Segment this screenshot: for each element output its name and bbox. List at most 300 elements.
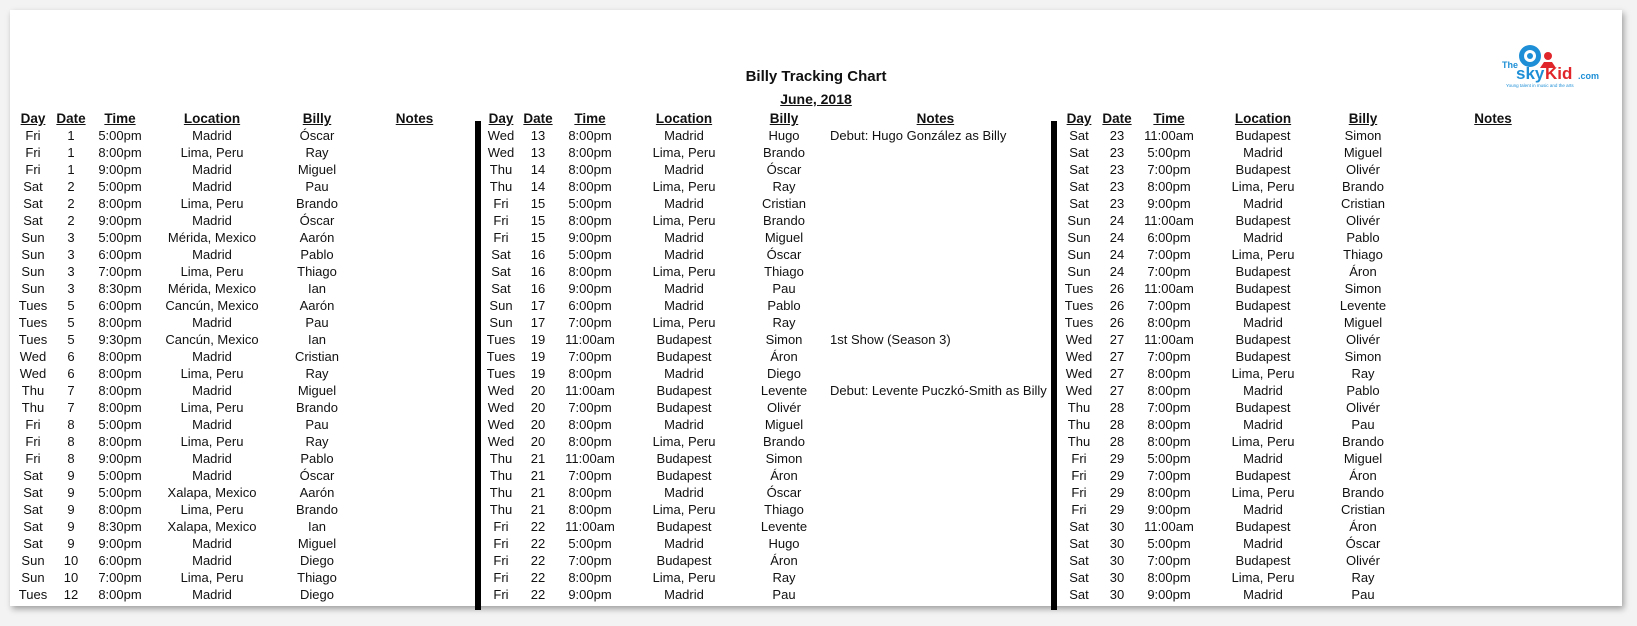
day-cell: Sat (491, 281, 511, 296)
location-cell: Mérida, Mexico (167, 281, 257, 296)
notes-cell (1403, 501, 1583, 518)
time-cell: 8:00pm (98, 502, 142, 517)
time-cell: 7:00pm (568, 349, 612, 364)
billy-cell: Cristian (1340, 502, 1386, 517)
billy-cell: Thiago (297, 264, 337, 279)
day-cell: Sun (1067, 213, 1091, 228)
date-cell: 15 (530, 213, 546, 228)
day-cell: Fri (493, 587, 509, 602)
day-cell: Sat (1069, 553, 1089, 568)
header-time: Time (574, 111, 606, 126)
billy-cell: Simon (765, 332, 803, 347)
table-row (1059, 501, 1583, 518)
notes-cell (824, 280, 1047, 297)
notes-cell (824, 450, 1047, 467)
date-cell: 13 (530, 128, 546, 143)
time-cell: 8:00pm (98, 383, 142, 398)
notes-cell (1403, 382, 1583, 399)
billy-cell: Áron (770, 468, 798, 483)
time-cell: 5:00pm (98, 468, 142, 483)
schedule-block-3 (1059, 110, 1583, 603)
time-cell: 8:00pm (568, 502, 612, 517)
location-cell: Madrid (192, 179, 232, 194)
date-cell: 3 (67, 281, 75, 296)
notes-cell (824, 212, 1047, 229)
day-cell: Wed (487, 434, 515, 449)
day-cell: Wed (487, 383, 515, 398)
notes-cell (1403, 229, 1583, 246)
location-cell: Madrid (192, 417, 232, 432)
location-cell: Madrid (192, 128, 232, 143)
location-cell: Budapest (1235, 281, 1291, 296)
notes-cell (824, 229, 1047, 246)
logo-the: The (1502, 60, 1519, 70)
table-row (1059, 195, 1583, 212)
billy-cell: Miguel (297, 162, 337, 177)
location-cell: Madrid (1243, 536, 1283, 551)
day-cell: Fri (25, 451, 41, 466)
header-day: Day (1066, 111, 1092, 126)
location-cell: Xalapa, Mexico (167, 519, 257, 534)
day-cell: Thu (1067, 434, 1091, 449)
location-cell: Madrid (1243, 417, 1283, 432)
billy-cell: Levente (760, 519, 808, 534)
header-row (12, 110, 467, 127)
location-cell: Lima, Peru (1231, 179, 1295, 194)
day-cell: Wed (1065, 349, 1093, 364)
location-cell: Madrid (1243, 451, 1283, 466)
location-cell: Budapest (656, 383, 712, 398)
location-cell: Madrid (192, 162, 232, 177)
billy-cell: Óscar (766, 162, 802, 177)
location-cell: Budapest (656, 468, 712, 483)
day-cell: Sat (1069, 587, 1089, 602)
billy-cell: Olivér (767, 400, 801, 415)
notes-cell (362, 416, 467, 433)
billy-cell: Ian (307, 519, 327, 534)
time-cell: 5:00pm (568, 247, 612, 262)
time-cell: 11:00am (565, 383, 615, 398)
spreadsheet-page (10, 10, 1622, 606)
day-cell: Fri (1071, 451, 1087, 466)
time-cell: 7:00pm (568, 553, 612, 568)
location-cell: Budapest (656, 553, 712, 568)
theskykid-logo (1500, 36, 1610, 106)
billy-cell: Aarón (299, 485, 335, 500)
day-cell: Sat (1069, 196, 1089, 211)
date-cell: 8 (67, 417, 75, 432)
billy-cell: Hugo (768, 536, 800, 551)
billy-cell: Ray (305, 434, 329, 449)
time-cell: 11:00am (1144, 213, 1194, 228)
location-cell: Cancún, Mexico (165, 332, 259, 347)
notes-cell (362, 314, 467, 331)
billy-cell: Ian (307, 281, 327, 296)
time-cell: 8:00pm (98, 366, 142, 381)
day-cell: Sat (23, 519, 43, 534)
day-cell: Sun (21, 230, 45, 245)
location-cell: Lima, Peru (1231, 247, 1295, 262)
day-cell: Tues (1064, 281, 1094, 296)
date-cell: 2 (67, 179, 75, 194)
notes-cell (362, 535, 467, 552)
day-cell: Thu (21, 383, 45, 398)
day-cell: Wed (487, 417, 515, 432)
table-row (482, 416, 1047, 433)
location-cell: Madrid (664, 485, 704, 500)
billy-cell: Áron (1349, 264, 1377, 279)
table-row (1059, 450, 1583, 467)
billy-cell: Miguel (764, 417, 804, 432)
date-cell: 6 (67, 349, 75, 364)
notes-cell (1403, 127, 1583, 144)
time-cell: 5:00pm (568, 196, 612, 211)
date-cell: 1 (67, 145, 75, 160)
notes-cell: Debut: Hugo González as Billy (830, 128, 1007, 143)
table-row (1059, 212, 1583, 229)
date-cell: 29 (1109, 468, 1125, 483)
time-cell: 11:00am (1144, 128, 1194, 143)
header-row (1059, 110, 1583, 127)
notes-cell (1403, 144, 1583, 161)
day-cell: Thu (489, 179, 513, 194)
date-cell: 24 (1109, 230, 1125, 245)
time-cell: 7:00pm (1147, 468, 1191, 483)
location-cell: Madrid (1243, 502, 1283, 517)
day-cell: Fri (1071, 468, 1087, 483)
time-cell: 5:00pm (98, 417, 142, 432)
location-cell: Cancún, Mexico (165, 298, 259, 313)
time-cell: 8:00pm (568, 128, 612, 143)
notes-cell (362, 552, 467, 569)
time-cell: 8:00pm (98, 400, 142, 415)
time-cell: 5:00pm (98, 128, 142, 143)
billy-cell: Brando (296, 400, 338, 415)
billy-cell: Pau (305, 179, 329, 194)
table-row (12, 127, 467, 144)
table-row (482, 331, 1047, 348)
table-row (482, 127, 1047, 144)
time-cell: 11:00am (565, 451, 615, 466)
day-cell: Sun (1067, 247, 1091, 262)
notes-cell: 1st Show (Season 3) (830, 332, 951, 347)
billy-cell: Áron (1349, 519, 1377, 534)
time-cell: 7:00pm (1147, 400, 1191, 415)
location-cell: Madrid (664, 298, 704, 313)
time-cell: 7:00pm (98, 570, 142, 585)
notes-cell (1403, 331, 1583, 348)
location-cell: Madrid (192, 349, 232, 364)
billy-cell: Pablo (300, 451, 334, 466)
time-cell: 6:00pm (98, 553, 142, 568)
date-cell: 22 (530, 570, 546, 585)
day-cell: Thu (489, 502, 513, 517)
header-day: Day (488, 111, 514, 126)
table-row (12, 501, 467, 518)
time-cell: 11:00am (1144, 332, 1194, 347)
date-cell: 13 (530, 145, 546, 160)
date-cell: 17 (530, 315, 546, 330)
notes-cell (362, 127, 467, 144)
table-row (1059, 161, 1583, 178)
billy-cell: Simon (1344, 281, 1382, 296)
table-row (12, 450, 467, 467)
time-cell: 7:00pm (1147, 298, 1191, 313)
date-cell: 30 (1109, 570, 1125, 585)
notes-cell (1403, 314, 1583, 331)
time-cell: 8:00pm (568, 145, 612, 160)
header-time: Time (1153, 111, 1185, 126)
location-cell: Madrid (664, 587, 704, 602)
time-cell: 7:00pm (1147, 553, 1191, 568)
notes-cell (824, 569, 1047, 586)
date-cell: 22 (530, 536, 546, 551)
table-row (482, 263, 1047, 280)
notes-cell (362, 280, 467, 297)
notes-cell (362, 178, 467, 195)
notes-cell (1403, 195, 1583, 212)
day-cell: Sun (489, 298, 513, 313)
billy-cell: Thiago (764, 502, 804, 517)
time-cell: 8:30pm (98, 281, 142, 296)
day-cell: Tues (486, 332, 516, 347)
table-row (12, 280, 467, 297)
date-cell: 21 (530, 468, 546, 483)
notes-cell (824, 467, 1047, 484)
time-cell: 8:00pm (1147, 315, 1191, 330)
notes-cell: Debut: Levente Puczkó-Smith as Billy (830, 383, 1047, 398)
billy-cell: Brando (763, 434, 805, 449)
day-cell: Fri (493, 553, 509, 568)
time-cell: 8:00pm (98, 196, 142, 211)
date-cell: 24 (1109, 264, 1125, 279)
date-cell: 5 (67, 298, 75, 313)
time-cell: 11:00am (1144, 519, 1194, 534)
location-cell: Budapest (1235, 264, 1291, 279)
table-row (482, 433, 1047, 450)
date-cell: 9 (67, 485, 75, 500)
time-cell: 8:00pm (568, 264, 612, 279)
location-cell: Madrid (192, 587, 232, 602)
date-cell: 14 (530, 179, 546, 194)
table-row (12, 484, 467, 501)
location-cell: Madrid (664, 230, 704, 245)
day-cell: Thu (489, 451, 513, 466)
time-cell: 7:00pm (568, 315, 612, 330)
table-row (12, 229, 467, 246)
billy-cell: Brando (763, 145, 805, 160)
billy-cell: Miguel (1343, 451, 1383, 466)
day-cell: Sat (1069, 570, 1089, 585)
billy-cell: Cristian (761, 196, 807, 211)
date-cell: 9 (67, 468, 75, 483)
date-cell: 15 (530, 196, 546, 211)
header-location: Location (1234, 111, 1292, 126)
location-cell: Lima, Peru (1231, 366, 1295, 381)
table-row (482, 195, 1047, 212)
location-cell: Budapest (1235, 349, 1291, 364)
table-row (12, 535, 467, 552)
header-date: Date (56, 111, 86, 126)
location-cell: Madrid (1243, 196, 1283, 211)
table-row (12, 178, 467, 195)
day-cell: Sat (1069, 128, 1089, 143)
day-cell: Wed (1065, 366, 1093, 381)
day-cell: Sat (23, 485, 43, 500)
table-row (482, 161, 1047, 178)
billy-cell: Hugo (768, 128, 800, 143)
notes-cell (1403, 433, 1583, 450)
date-cell: 2 (67, 196, 75, 211)
time-cell: 8:00pm (568, 417, 612, 432)
notes-cell (362, 229, 467, 246)
time-cell: 9:00pm (98, 213, 142, 228)
date-cell: 20 (530, 383, 546, 398)
day-cell: Sat (1069, 179, 1089, 194)
notes-cell (1403, 467, 1583, 484)
time-cell: 9:00pm (1147, 196, 1191, 211)
billy-cell: Ray (305, 145, 329, 160)
date-cell: 8 (67, 434, 75, 449)
date-cell: 30 (1109, 587, 1125, 602)
location-cell: Madrid (664, 128, 704, 143)
column-separator (1051, 121, 1057, 610)
day-cell: Fri (25, 162, 41, 177)
table-row (482, 365, 1047, 382)
logo-tagline: Young talent in music and the arts (1506, 83, 1574, 88)
table-row (12, 161, 467, 178)
time-cell: 8:00pm (1147, 383, 1191, 398)
day-cell: Fri (1071, 502, 1087, 517)
location-cell: Lima, Peru (180, 264, 244, 279)
time-cell: 8:30pm (98, 519, 142, 534)
location-cell: Budapest (1235, 162, 1291, 177)
billy-cell: Levente (760, 383, 808, 398)
day-cell: Sun (1067, 264, 1091, 279)
time-cell: 8:00pm (98, 587, 142, 602)
date-cell: 21 (530, 502, 546, 517)
billy-cell: Simon (765, 451, 803, 466)
day-cell: Thu (1067, 400, 1091, 415)
time-cell: 5:00pm (98, 230, 142, 245)
notes-cell (1403, 280, 1583, 297)
day-cell: Sat (491, 264, 511, 279)
billy-cell: Áron (770, 553, 798, 568)
location-cell: Budapest (656, 349, 712, 364)
table-row (12, 212, 467, 229)
time-cell: 11:00am (565, 332, 615, 347)
table-row (12, 399, 467, 416)
date-cell: 24 (1109, 247, 1125, 262)
day-cell: Sat (23, 468, 43, 483)
table-row (12, 586, 467, 603)
date-cell: 29 (1109, 451, 1125, 466)
table-row (12, 416, 467, 433)
location-cell: Lima, Peru (1231, 434, 1295, 449)
day-cell: Sun (21, 247, 45, 262)
time-cell: 6:00pm (98, 247, 142, 262)
header-date: Date (1102, 111, 1132, 126)
billy-cell: Aarón (299, 230, 335, 245)
time-cell: 7:00pm (568, 400, 612, 415)
notes-cell (824, 518, 1047, 535)
day-cell: Sat (23, 179, 43, 194)
notes-cell (824, 433, 1047, 450)
date-cell: 27 (1109, 332, 1125, 347)
day-cell: Wed (487, 145, 515, 160)
billy-cell: Óscar (299, 128, 335, 143)
billy-cell: Olivér (1346, 553, 1380, 568)
location-cell: Lima, Peru (180, 570, 244, 585)
time-cell: 9:30pm (98, 332, 142, 347)
day-cell: Thu (489, 485, 513, 500)
billy-cell: Diego (300, 553, 334, 568)
date-cell: 7 (67, 383, 75, 398)
date-cell: 23 (1109, 179, 1125, 194)
table-row (482, 229, 1047, 246)
header-notes: Notes (1474, 111, 1512, 126)
time-cell: 5:00pm (1147, 451, 1191, 466)
table-row (1059, 348, 1583, 365)
schedule-table (1059, 110, 1583, 603)
time-cell: 8:00pm (568, 485, 612, 500)
time-cell: 7:00pm (1147, 247, 1191, 262)
day-cell: Wed (487, 128, 515, 143)
table-row (482, 144, 1047, 161)
date-cell: 29 (1109, 485, 1125, 500)
time-cell: 5:00pm (568, 536, 612, 551)
billy-cell: Thiago (764, 264, 804, 279)
billy-cell: Ray (772, 179, 796, 194)
location-cell: Budapest (1235, 128, 1291, 143)
table-row (1059, 518, 1583, 535)
date-cell: 19 (530, 349, 546, 364)
location-cell: Lima, Peru (652, 264, 716, 279)
billy-cell: Brando (1342, 485, 1384, 500)
table-row (1059, 484, 1583, 501)
day-cell: Sat (1069, 519, 1089, 534)
day-cell: Fri (25, 145, 41, 160)
table-row (1059, 467, 1583, 484)
table-row (1059, 229, 1583, 246)
location-cell: Budapest (1235, 553, 1291, 568)
notes-cell (1403, 297, 1583, 314)
date-cell: 23 (1109, 145, 1125, 160)
day-cell: Sat (23, 196, 43, 211)
location-cell: Lima, Peru (652, 145, 716, 160)
day-cell: Fri (493, 536, 509, 551)
billy-cell: Aarón (299, 298, 335, 313)
billy-cell: Simon (1344, 349, 1382, 364)
header-billy: Billy (1348, 111, 1378, 126)
table-row (12, 263, 467, 280)
time-cell: 7:00pm (1147, 162, 1191, 177)
date-cell: 9 (67, 519, 75, 534)
billy-cell: Miguel (297, 536, 337, 551)
notes-cell (1403, 552, 1583, 569)
day-cell: Tues (18, 587, 48, 602)
billy-cell: Thiago (297, 570, 337, 585)
location-cell: Madrid (192, 383, 232, 398)
table-row (1059, 280, 1583, 297)
notes-cell (362, 450, 467, 467)
day-cell: Tues (486, 366, 516, 381)
notes-cell (824, 484, 1047, 501)
location-cell: Madrid (1243, 315, 1283, 330)
day-cell: Sat (491, 247, 511, 262)
date-cell: 17 (530, 298, 546, 313)
table-row (12, 348, 467, 365)
